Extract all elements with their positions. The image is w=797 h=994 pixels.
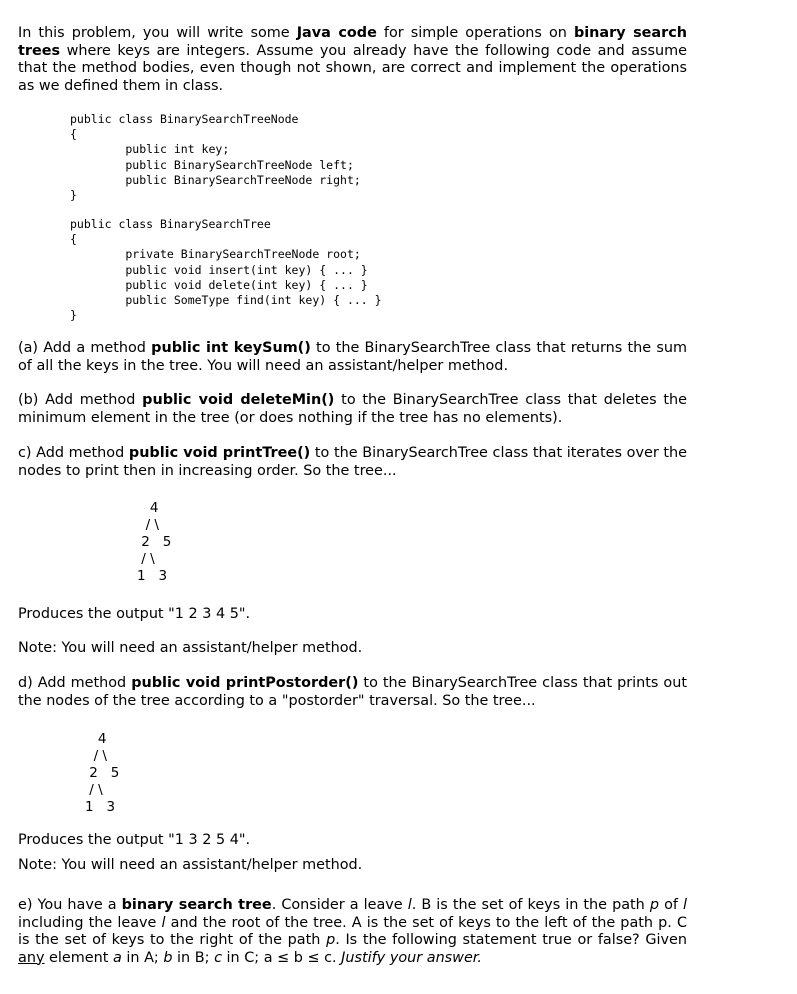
- tree-line: 4: [85, 731, 107, 747]
- part-c-paragraph: c) Add method public void printTree() to the BinarySearchTree class that iterates over the nodes to print then in increasing order. So the tree...: [18, 445, 687, 479]
- code-line: }: [70, 308, 77, 323]
- tree-diagram-d: [85, 731, 119, 816]
- code-line: public BinarySearchTreeNode left;: [70, 157, 354, 172]
- code-line: }: [70, 188, 77, 203]
- part-a-paragraph: (a) Add a method public int keySum() to the BinarySearchTree class that returns the sum of all the keys in the tree. You will need an assistant/helper method.: [18, 340, 687, 374]
- code-line: public int key;: [70, 142, 230, 157]
- part-b-paragraph: (b) Add method public void deleteMin() to the BinarySearchTree class that deletes the minimum element in the tree (or does nothing if the tree has no elements).: [18, 392, 687, 426]
- tree-line: 1 3: [85, 799, 116, 816]
- output-c: Produces the output "1 2 3 4 5".: [18, 606, 251, 622]
- code-line: {: [70, 127, 77, 142]
- tree-line: 2 5: [85, 765, 120, 782]
- tree-diagram-c: [137, 500, 171, 585]
- code-line: private BinarySearchTreeNode root;: [70, 247, 361, 262]
- output-d: Produces the output "1 3 2 5 4".: [18, 832, 251, 848]
- tree-line: / \: [85, 748, 107, 765]
- code-line: public SomeType find(int key) { ... }: [70, 293, 382, 308]
- part-d-paragraph: d) Add method public void printPostorder() to the BinarySearchTree class that prints out the nodes of the tree according to a "postorder" traversal. So the tree...: [18, 675, 687, 709]
- code-line: public BinarySearchTreeNode right;: [70, 172, 361, 187]
- code-line: public void delete(int key) { ... }: [70, 277, 368, 292]
- code-block-node-class: [70, 112, 361, 203]
- tree-line: / \: [137, 517, 159, 534]
- note-c: Note: You will need an assistant/helper method.: [18, 640, 363, 656]
- code-line: public class BinarySearchTreeNode: [70, 112, 299, 126]
- tree-line: / \: [137, 551, 155, 568]
- code-block-tree-class: [70, 217, 382, 323]
- note-d: Note: You will need an assistant/helper method.: [18, 857, 363, 873]
- intro-paragraph: In this problem, you will write some Java code for simple operations on binary search trees where keys are integers. Assume you already have the following code and assume that the method bodies, even though not shown, are correct and implement the operations as we defined them in class.: [18, 25, 688, 94]
- tree-line: 4: [137, 500, 159, 516]
- tree-line: / \: [85, 782, 103, 799]
- code-line: {: [70, 232, 77, 247]
- tree-line: 1 3: [137, 568, 168, 585]
- code-line: public void insert(int key) { ... }: [70, 262, 368, 277]
- tree-line: 2 5: [137, 534, 172, 551]
- code-line: public class BinarySearchTree: [70, 217, 271, 231]
- part-e-paragraph: e) You have a binary search tree. Consider a leave l. B is the set of keys in the path p of l including the leave l and the root of the tree. A is the set of keys to the left of the path p. C is the set of keys to the right of the path p. Is the following statement true or false? Given any element a in A; b in B; c in C; a ≤ b ≤ c. Justify your answer.: [18, 897, 688, 966]
